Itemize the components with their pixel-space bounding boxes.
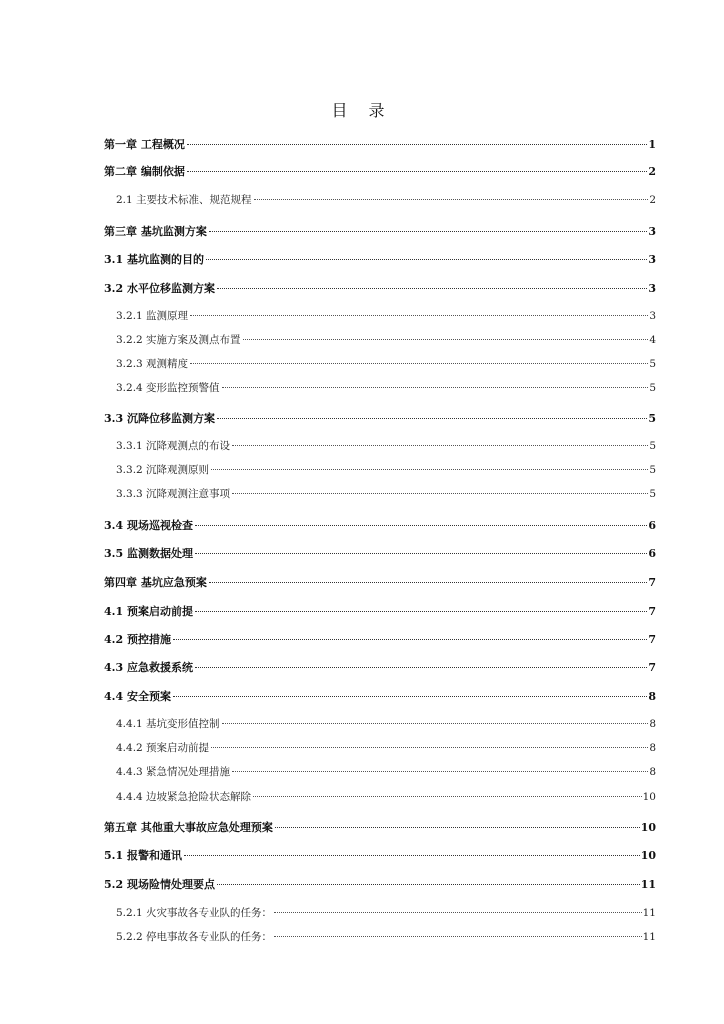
toc-entry-text: 3.3.1 沉降观测点的布设 [116, 440, 231, 452]
toc-entry-section[interactable] [104, 848, 656, 864]
toc-page-number: 7 [648, 605, 656, 618]
toc-entry-section[interactable] [104, 632, 656, 648]
toc-page-number: 10 [642, 791, 656, 803]
toc-entry-text: 5.1 报警和通讯 [104, 849, 182, 862]
toc-entry-text: 3.1 基坑监测的目的 [104, 253, 204, 266]
toc-entry-section[interactable] [104, 252, 656, 268]
toc-page-number: 4 [649, 334, 656, 346]
toc-page-number: 10 [640, 849, 656, 862]
toc-page-number: 11 [642, 931, 656, 943]
toc-entry-text: 3.3.3 沉降观测注意事项 [116, 488, 231, 500]
toc-page-number: 3 [648, 253, 656, 266]
toc-page-number: 5 [648, 412, 656, 425]
toc-page-number: 11 [640, 878, 656, 891]
toc-leader-dots [232, 493, 648, 494]
toc-entry-text: 5.2.1 火灾事故各专业队的任务： [116, 907, 273, 919]
toc-entry-chapter[interactable] [104, 224, 656, 240]
toc-entry-text: 4.1 预案启动前提 [104, 605, 193, 618]
toc-leader-dots [184, 855, 640, 856]
toc-page-number: 8 [649, 718, 656, 730]
toc-page-number: 8 [649, 742, 656, 754]
toc-entry-section[interactable] [104, 281, 656, 297]
toc-page-number: 11 [642, 907, 656, 919]
toc-entry-subsection[interactable] [116, 929, 656, 945]
toc-entry-text: 4.3 应急救援系统 [104, 661, 193, 674]
toc-entry-subsection[interactable] [116, 462, 656, 478]
toc-entry-text: 3.2.3 观测精度 [116, 358, 189, 370]
toc-page-number: 5 [649, 358, 656, 370]
toc-entry-text: 4.2 预控措施 [104, 633, 171, 646]
toc-entry-text: 3.2.2 实施方案及测点布置 [116, 334, 241, 346]
toc-page-number: 5 [649, 440, 656, 452]
toc-entry-text: 3.3 沉降位移监测方案 [104, 412, 215, 425]
toc-leader-dots [206, 259, 647, 260]
toc-entry-section[interactable] [104, 877, 656, 893]
toc-leader-dots [195, 525, 647, 526]
toc-entry-subsection[interactable] [116, 764, 656, 780]
toc-entry-text: 3.4 现场巡视检查 [104, 519, 193, 532]
toc-entry-subsection[interactable] [116, 332, 656, 348]
toc-leader-dots [253, 796, 642, 797]
toc-leader-dots [217, 288, 647, 289]
toc-entry-text: 第四章 基坑应急预案 [104, 576, 207, 589]
toc-page-number: 3 [648, 225, 656, 238]
toc-leader-dots [187, 144, 648, 145]
toc-entry-section[interactable] [104, 518, 656, 534]
toc-entry-text: 第三章 基坑监测方案 [104, 225, 207, 238]
toc-entry-section[interactable] [104, 660, 656, 676]
toc-entry-section[interactable] [104, 604, 656, 620]
toc-page-number: 7 [648, 633, 656, 646]
toc-entry-text: 4.4 安全预案 [104, 690, 171, 703]
toc-leader-dots [211, 469, 648, 470]
toc-entry-subsection[interactable] [116, 380, 656, 396]
toc-page-number: 1 [648, 138, 656, 151]
toc-entry-chapter[interactable] [104, 575, 656, 591]
toc-page-number: 2 [649, 194, 656, 206]
toc-entry-subsection[interactable] [116, 716, 656, 732]
toc-entry-text: 2.1 主要技术标准、规范规程 [116, 194, 252, 206]
toc-leader-dots [187, 171, 648, 172]
toc-page-number: 5 [649, 488, 656, 500]
toc-page-number: 2 [648, 165, 656, 178]
toc-entry-text: 5.2.2 停电事故各专业队的任务： [116, 931, 273, 943]
toc-entry-text: 4.4.4 边坡紧急抢险状态解除 [116, 791, 252, 803]
toc-leader-dots [232, 771, 648, 772]
toc-page-number: 5 [649, 464, 656, 476]
toc-entry-text: 5.2 现场险情处理要点 [104, 878, 215, 891]
toc-page-number: 3 [648, 282, 656, 295]
toc-entry-text: 第一章 工程概况 [104, 138, 185, 151]
toc-leader-dots [209, 582, 648, 583]
toc-page-number: 7 [648, 661, 656, 674]
toc-entry-subsection[interactable] [116, 789, 656, 805]
toc-page-number: 6 [648, 519, 656, 532]
toc-entry-text: 3.2.4 变形监控预警值 [116, 382, 220, 394]
toc-leader-dots [190, 315, 648, 316]
toc-leader-dots [275, 827, 640, 828]
toc-entry-text: 第二章 编制依据 [104, 165, 185, 178]
toc-entry-text: 4.4.1 基坑变形值控制 [116, 718, 220, 730]
toc-entry-subsection[interactable] [116, 438, 656, 454]
toc-page-number: 6 [648, 547, 656, 560]
toc-leader-dots [190, 363, 648, 364]
toc-leader-dots [232, 445, 648, 446]
toc-leader-dots [243, 339, 649, 340]
toc-page-number: 3 [649, 310, 656, 322]
toc-entry-subsection[interactable] [116, 308, 656, 324]
toc-leader-dots [195, 611, 647, 612]
toc-leader-dots [254, 199, 649, 200]
toc-entry-text: 第五章 其他重大事故应急处理预案 [104, 821, 273, 834]
toc-entry-subsection[interactable] [116, 486, 656, 502]
toc-entry-chapter[interactable] [104, 820, 656, 836]
toc-entry-section[interactable] [104, 689, 656, 705]
toc-leader-dots [195, 667, 647, 668]
toc-leader-dots [211, 747, 648, 748]
toc-entry-chapter[interactable] [104, 164, 656, 180]
toc-entry-text: 3.3.2 沉降观测原则 [116, 464, 210, 476]
toc-entry-text: 3.5 监测数据处理 [104, 547, 193, 560]
toc-entry-section[interactable] [104, 546, 656, 562]
toc-leader-dots [222, 723, 649, 724]
toc-leader-dots [222, 387, 649, 388]
toc-page-number: 7 [648, 576, 656, 589]
toc-leader-dots [274, 936, 642, 937]
toc-entry-subsection[interactable] [116, 356, 656, 372]
toc-entry-chapter[interactable] [104, 137, 656, 153]
toc-entry-section[interactable] [104, 411, 656, 427]
toc-leader-dots [217, 418, 647, 419]
toc-entry-text: 3.2 水平位移监测方案 [104, 282, 215, 295]
toc-entry-text: 4.4.2 预案启动前提 [116, 742, 210, 754]
toc-page-number: 10 [640, 821, 656, 834]
toc-entry-text: 3.2.1 监测原理 [116, 310, 189, 322]
toc-entry-subsection[interactable] [116, 192, 656, 208]
toc-leader-dots [195, 553, 647, 554]
toc-page-number: 5 [649, 382, 656, 394]
toc-entry-subsection[interactable] [116, 740, 656, 756]
toc-page-number: 8 [649, 766, 656, 778]
toc-leader-dots [173, 639, 647, 640]
toc-leader-dots [217, 884, 640, 885]
toc-leader-dots [274, 912, 642, 913]
page-title: 目 录 [331, 101, 393, 120]
toc-leader-dots [209, 231, 648, 232]
toc-entry-text: 4.4.3 紧急情况处理措施 [116, 766, 231, 778]
toc-entry-subsection[interactable] [116, 905, 656, 921]
toc-page-number: 8 [648, 690, 656, 703]
toc-leader-dots [173, 696, 647, 697]
